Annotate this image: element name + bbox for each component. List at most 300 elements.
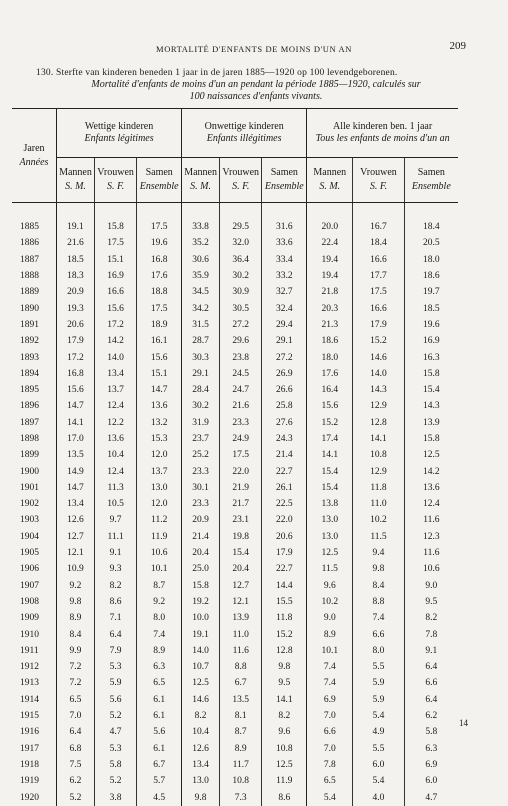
value-cell: 16.1 xyxy=(137,333,182,349)
value-cell: 17.5 xyxy=(94,235,136,251)
value-cell: 15.8 xyxy=(404,366,458,382)
year-cell: 1889 xyxy=(20,287,39,298)
value-cell: 11.8 xyxy=(353,480,404,496)
value-cell: 24.9 xyxy=(220,431,262,447)
year-cell: 1906 xyxy=(20,564,39,575)
value-cell: 15.4 xyxy=(307,480,353,496)
value-cell: 20.4 xyxy=(182,545,220,561)
year-cell: 1890 xyxy=(20,303,39,314)
value-cell: 19.3 xyxy=(57,300,95,316)
value-cell: 20.4 xyxy=(220,561,262,577)
value-cell: 19.7 xyxy=(404,284,458,300)
value-cell: 16.9 xyxy=(404,333,458,349)
value-cell: 30.5 xyxy=(220,300,262,316)
value-cell: 9.0 xyxy=(404,578,458,594)
value-cell: 34.5 xyxy=(182,284,220,300)
value-cell: 27.2 xyxy=(262,349,307,365)
value-cell: 11.6 xyxy=(404,512,458,528)
year-cell: 1908 xyxy=(20,596,39,607)
value-cell: 7.5 xyxy=(57,757,95,773)
value-cell: 4.9 xyxy=(353,724,404,740)
value-cell: 14.1 xyxy=(307,447,353,463)
table-row xyxy=(12,561,458,577)
value-cell: 7.0 xyxy=(307,708,353,724)
value-cell: 17.5 xyxy=(220,447,262,463)
value-cell: 9.0 xyxy=(307,610,353,626)
value-cell: 16.6 xyxy=(353,252,404,268)
value-cell: 17.9 xyxy=(57,333,95,349)
table-row xyxy=(12,415,458,431)
value-cell: 12.0 xyxy=(137,496,182,512)
value-cell: 25.0 xyxy=(182,561,220,577)
value-cell: 14.4 xyxy=(262,578,307,594)
value-cell: 6.1 xyxy=(137,741,182,757)
value-cell: 14.7 xyxy=(57,480,95,496)
value-cell: 32.0 xyxy=(220,235,262,251)
year-cell: 1900 xyxy=(20,466,39,477)
value-cell: 13.0 xyxy=(307,512,353,528)
value-cell: 14.1 xyxy=(262,692,307,708)
year-cell: 1912 xyxy=(20,662,39,673)
value-cell: 33.6 xyxy=(262,235,307,251)
value-cell: 8.7 xyxy=(137,578,182,594)
value-cell: 33.4 xyxy=(262,252,307,268)
running-head: MORTALITÉ D'ENFANTS DE MOINS D'UN AN xyxy=(156,44,352,54)
year-cell: 1920 xyxy=(20,792,39,803)
value-cell: 4.0 xyxy=(353,789,404,805)
table-row xyxy=(12,284,458,300)
value-cell: 9.1 xyxy=(94,545,136,561)
value-cell: 13.7 xyxy=(137,463,182,479)
table-row xyxy=(12,545,458,561)
table-row xyxy=(12,349,458,365)
value-cell: 13.6 xyxy=(94,431,136,447)
group-header-legitimate: Wettige kinderen Enfants légitimes xyxy=(57,109,182,158)
value-cell: 5.2 xyxy=(94,773,136,789)
value-cell: 6.5 xyxy=(307,773,353,789)
subheader-total: Samen Ensemble xyxy=(137,158,182,203)
value-cell: 10.4 xyxy=(94,447,136,463)
value-cell: 14.2 xyxy=(94,333,136,349)
table-row xyxy=(12,610,458,626)
subheader-male: Mannen S. M. xyxy=(307,158,353,203)
value-cell: 13.8 xyxy=(307,496,353,512)
year-cell: 1910 xyxy=(20,629,39,640)
value-cell: 18.8 xyxy=(137,284,182,300)
table-row xyxy=(12,626,458,642)
value-cell: 5.2 xyxy=(94,708,136,724)
value-cell: 10.2 xyxy=(307,594,353,610)
value-cell: 9.1 xyxy=(404,643,458,659)
value-cell: 7.4 xyxy=(137,626,182,642)
value-cell: 20.9 xyxy=(57,284,95,300)
year-cell: 1887 xyxy=(20,254,39,265)
value-cell: 21.6 xyxy=(220,398,262,414)
value-cell: 9.3 xyxy=(94,561,136,577)
table-row xyxy=(12,529,458,545)
value-cell: 5.8 xyxy=(94,757,136,773)
value-cell: 21.4 xyxy=(182,529,220,545)
table-row xyxy=(12,463,458,479)
value-cell: 19.1 xyxy=(57,203,95,236)
value-cell: 25.8 xyxy=(262,398,307,414)
value-cell: 15.2 xyxy=(307,415,353,431)
value-cell: 20.3 xyxy=(307,300,353,316)
value-cell: 15.8 xyxy=(182,578,220,594)
value-cell: 28.7 xyxy=(182,333,220,349)
year-cell: 1892 xyxy=(20,336,39,347)
value-cell: 12.2 xyxy=(94,415,136,431)
table-row xyxy=(12,431,458,447)
value-cell: 9.8 xyxy=(182,789,220,805)
value-cell: 6.5 xyxy=(57,692,95,708)
value-cell: 32.7 xyxy=(262,284,307,300)
year-cell: 1915 xyxy=(20,711,39,722)
value-cell: 8.9 xyxy=(307,626,353,642)
value-cell: 17.9 xyxy=(353,317,404,333)
value-cell: 13.4 xyxy=(57,496,95,512)
table-title-french-2: 100 naissances d'enfants vivants. xyxy=(189,91,323,102)
value-cell: 8.6 xyxy=(94,594,136,610)
value-cell: 6.0 xyxy=(353,757,404,773)
table-title xyxy=(36,67,476,103)
value-cell: 9.4 xyxy=(353,545,404,561)
value-cell: 22.7 xyxy=(262,463,307,479)
value-cell: 11.3 xyxy=(94,480,136,496)
year-cell: 1897 xyxy=(20,417,39,428)
table-title-dutch: 130. Sterfte van kinderen beneden 1 jaar in de jaren 1885—1920 op 100 levendgeborenen. xyxy=(36,68,398,78)
value-cell: 17.6 xyxy=(307,366,353,382)
table-row xyxy=(12,578,458,594)
value-cell: 15.6 xyxy=(94,300,136,316)
subheader-male: Mannen S. M. xyxy=(57,158,95,203)
value-cell: 12.0 xyxy=(137,447,182,463)
value-cell: 8.2 xyxy=(262,708,307,724)
value-cell: 12.7 xyxy=(220,578,262,594)
value-cell: 12.4 xyxy=(94,398,136,414)
value-cell: 8.8 xyxy=(353,594,404,610)
value-cell: 8.2 xyxy=(404,610,458,626)
value-cell: 7.2 xyxy=(57,659,95,675)
value-cell: 15.1 xyxy=(94,252,136,268)
value-cell: 9.2 xyxy=(57,578,95,594)
signature-mark: 14 xyxy=(459,718,468,728)
value-cell: 9.6 xyxy=(262,724,307,740)
value-cell: 7.4 xyxy=(307,675,353,691)
value-cell: 13.6 xyxy=(137,398,182,414)
table-row xyxy=(12,757,458,773)
table-row xyxy=(12,773,458,789)
value-cell: 31.6 xyxy=(262,203,307,236)
value-cell: 6.1 xyxy=(137,708,182,724)
value-cell: 19.6 xyxy=(137,235,182,251)
value-cell: 23.8 xyxy=(220,349,262,365)
value-cell: 6.6 xyxy=(307,724,353,740)
value-cell: 8.4 xyxy=(57,626,95,642)
value-cell: 13.7 xyxy=(94,382,136,398)
value-cell: 21.7 xyxy=(220,496,262,512)
value-cell: 22.0 xyxy=(262,512,307,528)
table-row xyxy=(12,235,458,251)
value-cell: 26.9 xyxy=(262,366,307,382)
table-row xyxy=(12,398,458,414)
value-cell: 17.2 xyxy=(57,349,95,365)
value-cell: 12.8 xyxy=(262,643,307,659)
table-row xyxy=(12,643,458,659)
year-column-header: Jaren Années xyxy=(12,109,57,203)
group-header-illegitimate: Onwettige kinderen Enfants illégitimes xyxy=(182,109,307,158)
value-cell: 7.1 xyxy=(94,610,136,626)
value-cell: 7.8 xyxy=(307,757,353,773)
value-cell: 11.7 xyxy=(220,757,262,773)
value-cell: 18.5 xyxy=(404,300,458,316)
table-row xyxy=(12,724,458,740)
value-cell: 31.5 xyxy=(182,317,220,333)
value-cell: 11.0 xyxy=(353,496,404,512)
value-cell: 6.9 xyxy=(404,757,458,773)
value-cell: 7.4 xyxy=(353,610,404,626)
value-cell: 12.4 xyxy=(94,463,136,479)
value-cell: 8.7 xyxy=(220,724,262,740)
value-cell: 15.4 xyxy=(307,463,353,479)
value-cell: 6.2 xyxy=(404,708,458,724)
mortality-table xyxy=(12,108,458,806)
value-cell: 8.1 xyxy=(220,708,262,724)
value-cell: 11.8 xyxy=(262,610,307,626)
value-cell: 15.2 xyxy=(353,333,404,349)
value-cell: 25.2 xyxy=(182,447,220,463)
value-cell: 10.1 xyxy=(137,561,182,577)
value-cell: 4.7 xyxy=(404,789,458,805)
value-cell: 12.5 xyxy=(182,675,220,691)
value-cell: 22.0 xyxy=(220,463,262,479)
value-cell: 13.0 xyxy=(307,529,353,545)
value-cell: 6.5 xyxy=(137,675,182,691)
value-cell: 14.1 xyxy=(57,415,95,431)
value-cell: 18.3 xyxy=(57,268,95,284)
value-cell: 27.2 xyxy=(220,317,262,333)
value-cell: 10.5 xyxy=(94,496,136,512)
value-cell: 20.6 xyxy=(262,529,307,545)
value-cell: 18.6 xyxy=(307,333,353,349)
table-row xyxy=(12,512,458,528)
value-cell: 6.7 xyxy=(220,675,262,691)
value-cell: 4.5 xyxy=(137,789,182,805)
table-row xyxy=(12,675,458,691)
value-cell: 14.9 xyxy=(57,463,95,479)
value-cell: 18.0 xyxy=(404,252,458,268)
value-cell: 11.6 xyxy=(404,545,458,561)
table-row xyxy=(12,708,458,724)
table-row xyxy=(12,659,458,675)
year-cell: 1895 xyxy=(20,385,39,396)
value-cell: 11.6 xyxy=(220,643,262,659)
value-cell: 8.2 xyxy=(182,708,220,724)
value-cell: 15.3 xyxy=(137,431,182,447)
value-cell: 13.0 xyxy=(137,480,182,496)
value-cell: 16.8 xyxy=(57,366,95,382)
value-cell: 36.4 xyxy=(220,252,262,268)
year-cell: 1911 xyxy=(20,645,39,656)
value-cell: 26.6 xyxy=(262,382,307,398)
value-cell: 10.0 xyxy=(182,610,220,626)
value-cell: 12.3 xyxy=(404,529,458,545)
year-cell: 1916 xyxy=(20,727,39,738)
value-cell: 5.9 xyxy=(353,692,404,708)
value-cell: 18.4 xyxy=(353,235,404,251)
value-cell: 12.9 xyxy=(353,463,404,479)
value-cell: 16.6 xyxy=(353,300,404,316)
value-cell: 30.2 xyxy=(220,268,262,284)
value-cell: 13.5 xyxy=(220,692,262,708)
value-cell: 27.6 xyxy=(262,415,307,431)
year-cell: 1888 xyxy=(20,271,39,282)
value-cell: 17.0 xyxy=(57,431,95,447)
value-cell: 11.2 xyxy=(137,512,182,528)
value-cell: 17.4 xyxy=(307,431,353,447)
table-row xyxy=(12,317,458,333)
value-cell: 12.6 xyxy=(57,512,95,528)
value-cell: 14.1 xyxy=(353,431,404,447)
value-cell: 11.9 xyxy=(137,529,182,545)
value-cell: 7.4 xyxy=(307,659,353,675)
value-cell: 5.5 xyxy=(353,741,404,757)
year-cell: 1902 xyxy=(20,499,39,510)
value-cell: 19.2 xyxy=(182,594,220,610)
value-cell: 22.7 xyxy=(262,561,307,577)
value-cell: 15.1 xyxy=(137,366,182,382)
value-cell: 5.3 xyxy=(94,741,136,757)
table-number: 130. xyxy=(36,68,54,78)
value-cell: 32.4 xyxy=(262,300,307,316)
value-cell: 7.2 xyxy=(57,675,95,691)
value-cell: 14.3 xyxy=(353,382,404,398)
value-cell: 10.6 xyxy=(137,545,182,561)
table-row xyxy=(12,692,458,708)
value-cell: 7.0 xyxy=(57,708,95,724)
value-cell: 14.0 xyxy=(182,643,220,659)
value-cell: 9.8 xyxy=(353,561,404,577)
value-cell: 5.7 xyxy=(137,773,182,789)
value-cell: 14.0 xyxy=(353,366,404,382)
value-cell: 5.5 xyxy=(353,659,404,675)
value-cell: 12.5 xyxy=(404,447,458,463)
table-title-french-1: Mortalité d'enfants de moins d'un an pendant la période 1885—1920, calculés sur xyxy=(91,79,421,90)
value-cell: 5.9 xyxy=(94,675,136,691)
value-cell: 9.8 xyxy=(57,594,95,610)
value-cell: 15.6 xyxy=(307,398,353,414)
value-cell: 12.9 xyxy=(353,398,404,414)
value-cell: 12.7 xyxy=(57,529,95,545)
year-cell: 1918 xyxy=(20,759,39,770)
value-cell: 18.4 xyxy=(404,203,458,236)
value-cell: 5.4 xyxy=(353,773,404,789)
page-number: 209 xyxy=(449,40,466,52)
value-cell: 11.1 xyxy=(94,529,136,545)
value-cell: 14.3 xyxy=(404,398,458,414)
year-cell: 1913 xyxy=(20,678,39,689)
year-cell: 1886 xyxy=(20,238,39,249)
value-cell: 33.8 xyxy=(182,203,220,236)
year-cell: 1898 xyxy=(20,434,39,444)
value-cell: 16.7 xyxy=(353,203,404,236)
value-cell: 21.9 xyxy=(220,480,262,496)
subheader-female: Vrouwen S. F. xyxy=(94,158,136,203)
table-row xyxy=(12,268,458,284)
value-cell: 8.2 xyxy=(94,578,136,594)
table-row xyxy=(12,300,458,316)
value-cell: 23.3 xyxy=(182,463,220,479)
value-cell: 5.9 xyxy=(353,675,404,691)
value-cell: 6.6 xyxy=(353,626,404,642)
value-cell: 13.9 xyxy=(404,415,458,431)
value-cell: 30.1 xyxy=(182,480,220,496)
value-cell: 8.4 xyxy=(353,578,404,594)
year-cell: 1905 xyxy=(20,548,39,559)
value-cell: 6.8 xyxy=(57,741,95,757)
value-cell: 5.4 xyxy=(353,708,404,724)
value-cell: 20.9 xyxy=(182,512,220,528)
value-cell: 6.7 xyxy=(137,757,182,773)
value-cell: 20.5 xyxy=(404,235,458,251)
value-cell: 8.9 xyxy=(57,610,95,626)
value-cell: 7.9 xyxy=(94,643,136,659)
value-cell: 15.6 xyxy=(57,382,95,398)
value-cell: 5.6 xyxy=(94,692,136,708)
value-cell: 28.4 xyxy=(182,382,220,398)
value-cell: 21.4 xyxy=(262,447,307,463)
value-cell: 6.1 xyxy=(137,692,182,708)
value-cell: 6.4 xyxy=(404,659,458,675)
value-cell: 13.2 xyxy=(137,415,182,431)
value-cell: 17.5 xyxy=(137,300,182,316)
subheader-total: Samen Ensemble xyxy=(404,158,458,203)
value-cell: 29.6 xyxy=(220,333,262,349)
year-cell: 1901 xyxy=(20,482,39,493)
value-cell: 8.9 xyxy=(220,741,262,757)
year-cell: 1891 xyxy=(20,319,39,330)
value-cell: 13.5 xyxy=(57,447,95,463)
value-cell: 14.2 xyxy=(404,463,458,479)
value-cell: 14.7 xyxy=(57,398,95,414)
value-cell: 17.5 xyxy=(137,203,182,236)
value-cell: 6.6 xyxy=(404,675,458,691)
value-cell: 13.4 xyxy=(94,366,136,382)
value-cell: 20.0 xyxy=(307,203,353,236)
value-cell: 8.8 xyxy=(220,659,262,675)
value-cell: 19.1 xyxy=(182,626,220,642)
value-cell: 23.3 xyxy=(220,415,262,431)
table-row xyxy=(12,382,458,398)
table-row xyxy=(12,447,458,463)
value-cell: 8.0 xyxy=(353,643,404,659)
value-cell: 29.4 xyxy=(262,317,307,333)
value-cell: 30.6 xyxy=(182,252,220,268)
value-cell: 15.2 xyxy=(262,626,307,642)
value-cell: 5.3 xyxy=(94,659,136,675)
value-cell: 18.6 xyxy=(404,268,458,284)
value-cell: 18.5 xyxy=(57,252,95,268)
table-row xyxy=(12,496,458,512)
value-cell: 6.2 xyxy=(57,773,95,789)
value-cell: 11.5 xyxy=(353,529,404,545)
value-cell: 18.9 xyxy=(137,317,182,333)
subheader-total: Samen Ensemble xyxy=(262,158,307,203)
value-cell: 7.8 xyxy=(404,626,458,642)
year-cell: 1917 xyxy=(20,743,39,754)
value-cell: 15.8 xyxy=(94,203,136,236)
value-cell: 10.8 xyxy=(353,447,404,463)
